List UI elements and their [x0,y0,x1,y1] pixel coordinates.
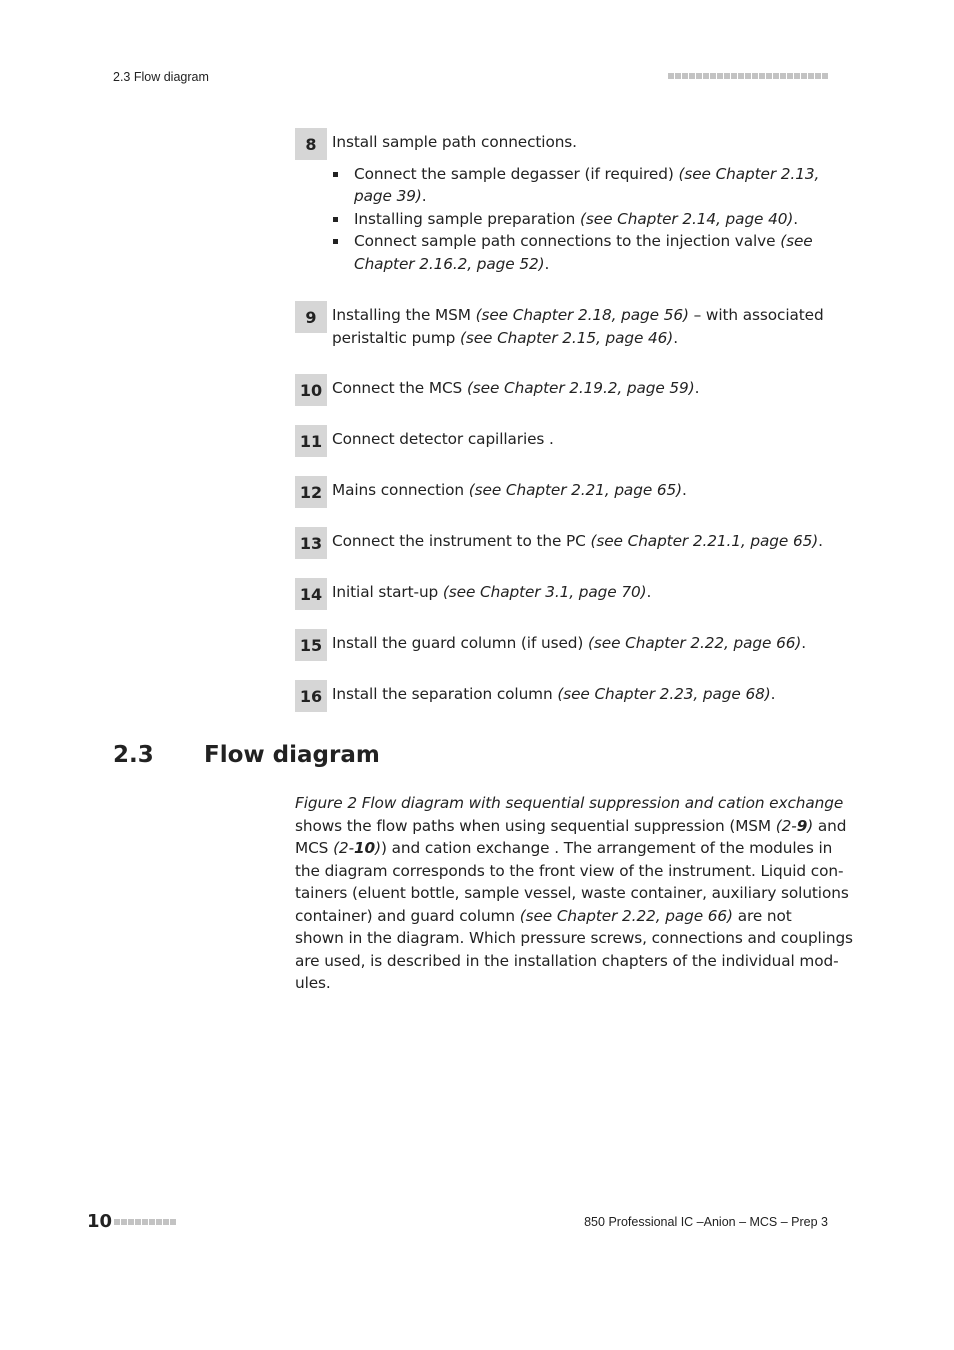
section-title: Flow diagram [204,742,380,768]
cross-reference[interactable]: (see Chapter 2.18, page 56) [475,306,689,324]
module-reference[interactable]: (2-9) [775,816,814,835]
step-14 [295,578,825,604]
step-text: Mains connection (see Chapter 2.21, page 65). [332,481,687,499]
page-number: 10 [87,1211,113,1232]
module-reference[interactable]: (2-10) [333,839,381,857]
footer-decoration [114,1219,176,1225]
section-number: 2.3 [113,742,154,768]
bullet-item: Connect the sample degasser (if required) (see Chapter 2.13, page 39). [332,163,825,208]
step-number: 15 [295,629,327,661]
cross-reference[interactable]: (see Chapter 2.15, page 46) [459,328,674,347]
step-number: 14 [295,578,327,610]
step-number: 16 [295,680,327,712]
step-text: Connect detector capillaries . [332,430,554,448]
step-11 [295,425,825,451]
step-text: Installing the MSM (see Chapter 2.18, page 56) – with associated peristaltic pump (see Chapter 2.15, page 46). [332,306,824,347]
step-8 [295,128,825,275]
step-15 [295,629,825,655]
step-number: 13 [295,527,327,559]
cross-reference[interactable]: (see Chapter 2.19.2, page 59) [466,379,695,397]
step-bullet-list [332,163,825,276]
document-title: 850 Professional IC –Anion – MCS – Prep 3 [584,1215,828,1229]
step-13 [295,527,825,553]
cross-reference[interactable]: (see Chapter 2.23, page 68) [557,685,771,703]
cross-reference[interactable]: (see Chapter 3.1, page 70) [442,583,647,601]
body-paragraph: Figure 2 Flow diagram with sequential suppression and cation exchange shows the flow paths when using sequential suppression (MSM (2-9) and MCS (2-10)) and cation exchange . The arrangement of the modules in the diagram corresponds to the front view of the instrument. Liquid con- tainers (eluent bottle, sample vessel, waste container, auxiliary solutions container) and guard column (see Chapter 2.22, page 66) are not shown in the diagram. Which pressure screws, connections and couplings are used, is described in the installation chapters of the individual mod- ules. [295,794,853,992]
running-header-section: 2.3 Flow diagram [113,70,209,84]
step-number: 8 [295,128,327,160]
header-decoration [668,73,828,79]
step-number: 11 [295,425,327,457]
step-text: Connect the instrument to the PC (see Chapter 2.21.1, page 65). [332,532,823,550]
cross-reference[interactable]: (see Chapter 2.21, page 65) [468,481,683,499]
cross-reference[interactable]: (see Chapter 2.13, page 39) [354,164,820,205]
step-number: 9 [295,301,327,333]
step-number: 10 [295,374,327,406]
step-text: Install sample path connections. [332,133,577,151]
step-16 [295,680,825,706]
bullet-item: Connect sample path connections to the injection valve (see Chapter 2.16.2, page 52). [332,230,825,275]
cross-reference[interactable]: (see Chapter 2.14, page 40) [580,209,794,228]
cross-reference[interactable]: (see Chapter 2.21.1, page 65) [590,532,819,550]
step-text: Connect the MCS (see Chapter 2.19.2, page 59). [332,379,700,397]
step-number: 12 [295,476,327,508]
step-text: Install the guard column (if used) (see Chapter 2.22, page 66). [332,634,807,652]
cross-reference[interactable]: (see Chapter 2.22, page 66) [588,634,802,652]
cross-reference[interactable]: (see Chapter 2.22, page 66) [519,906,733,925]
step-10 [295,374,825,400]
bullet-item: Installing sample preparation (see Chapter 2.14, page 40). [332,208,825,231]
step-text: Initial start-up (see Chapter 3.1, page 70). [332,583,652,601]
step-text: Install the separation column (see Chapter 2.23, page 68). [332,685,776,703]
figure-reference[interactable]: Figure 2 Flow diagram with sequential suppression and cation exchange [295,794,844,812]
step-9 [295,301,825,349]
cross-reference[interactable]: (see Chapter 2.16.2, page 52) [354,232,813,273]
step-12 [295,476,825,502]
